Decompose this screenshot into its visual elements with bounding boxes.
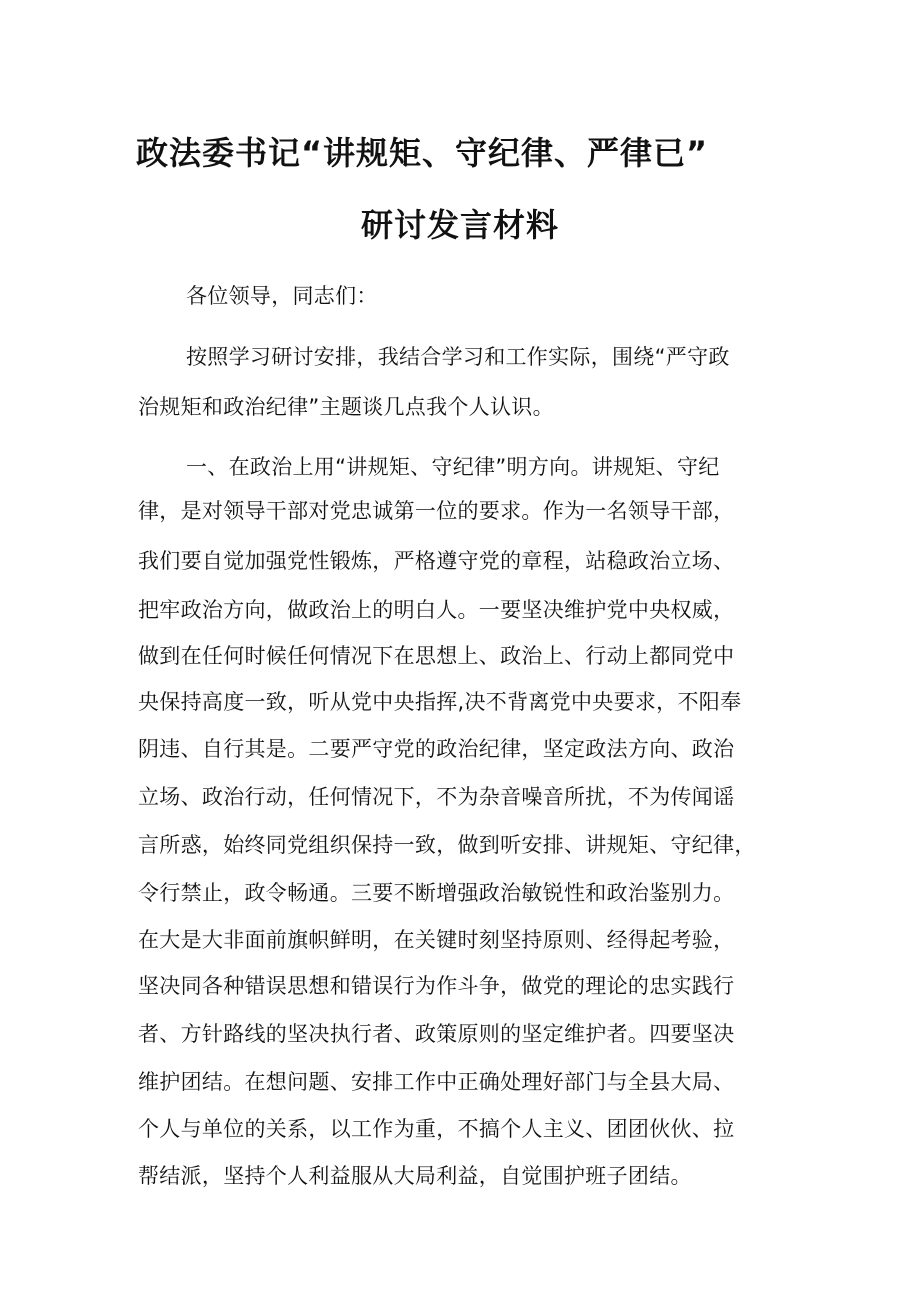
- salutation: 各位领导，同志们：: [186, 284, 378, 308]
- paragraph-line: 治规矩和政治纪律”主题谈几点我个人认识。: [138, 395, 554, 419]
- paragraph-line: 个人与单位的关系，以工作为重，不搞个人主义、团团伙伙、拉: [138, 1117, 735, 1141]
- paragraph-line: 维护团结。在想问题、安排工作中正确处理好部门与全县大局、: [138, 1070, 735, 1094]
- paragraph-line: 一、在政治上用“讲规矩、守纪律”明方向。讲规矩、守纪: [186, 455, 720, 479]
- document-title-line-2: 研讨发言材料: [360, 206, 559, 244]
- paragraph-line: 帮结派，坚持个人利益服从大局利益，自觉围护班子团结。: [138, 1164, 692, 1188]
- paragraph-line: 立场、政治行动，任何情况下，不为杂音噪音所扰，不为传闻谣: [138, 785, 735, 809]
- paragraph-line: 按照学习研讨安排，我结合学习和工作实际，围绕“严守政: [186, 345, 730, 369]
- paragraph-line: 阴违、自行其是。二要严守党的政治纪律，坚定政法方向、政治: [138, 737, 735, 761]
- paragraph-line: 者、方针路线的坚决执行者、政策原则的坚定维护者。四要坚决: [138, 1022, 735, 1046]
- paragraph-line: 令行禁止，政令畅通。三要不断增强政治敏锐性和政治鉴别力。: [138, 881, 735, 905]
- paragraph-line: 坚决同各种错误思想和错误行为作斗争，做党的理论的忠实践行: [138, 974, 735, 998]
- paragraph-line: 把牢政治方向，做政治上的明白人。一要坚决维护党中央权威，: [138, 598, 735, 622]
- document-title-line-1: 政法委书记“讲规矩、守纪律、严律已”: [136, 134, 709, 172]
- paragraph-line: 言所惑，始终同党组织保持一致，做到听安排、讲规矩、守纪律，: [138, 833, 756, 857]
- paragraph-line: 我们要自觉加强党性锻炼，严格遵守党的章程，站稳政治立场、: [138, 549, 735, 573]
- paragraph-line: 律，是对领导干部对党忠诚第一位的要求。作为一名领导干部，: [138, 499, 735, 523]
- paragraph-line: 在大是大非面前旗帜鲜明，在关键时刻坚持原则、经得起考验，: [138, 928, 735, 952]
- paragraph-line: 央保持高度一致，听从党中央指挥,决不背离党中央要求，不阳奉: [138, 690, 742, 714]
- paragraph-line: 做到在任何时候任何情况下在思想上、政治上、行动上都同党中: [138, 644, 735, 668]
